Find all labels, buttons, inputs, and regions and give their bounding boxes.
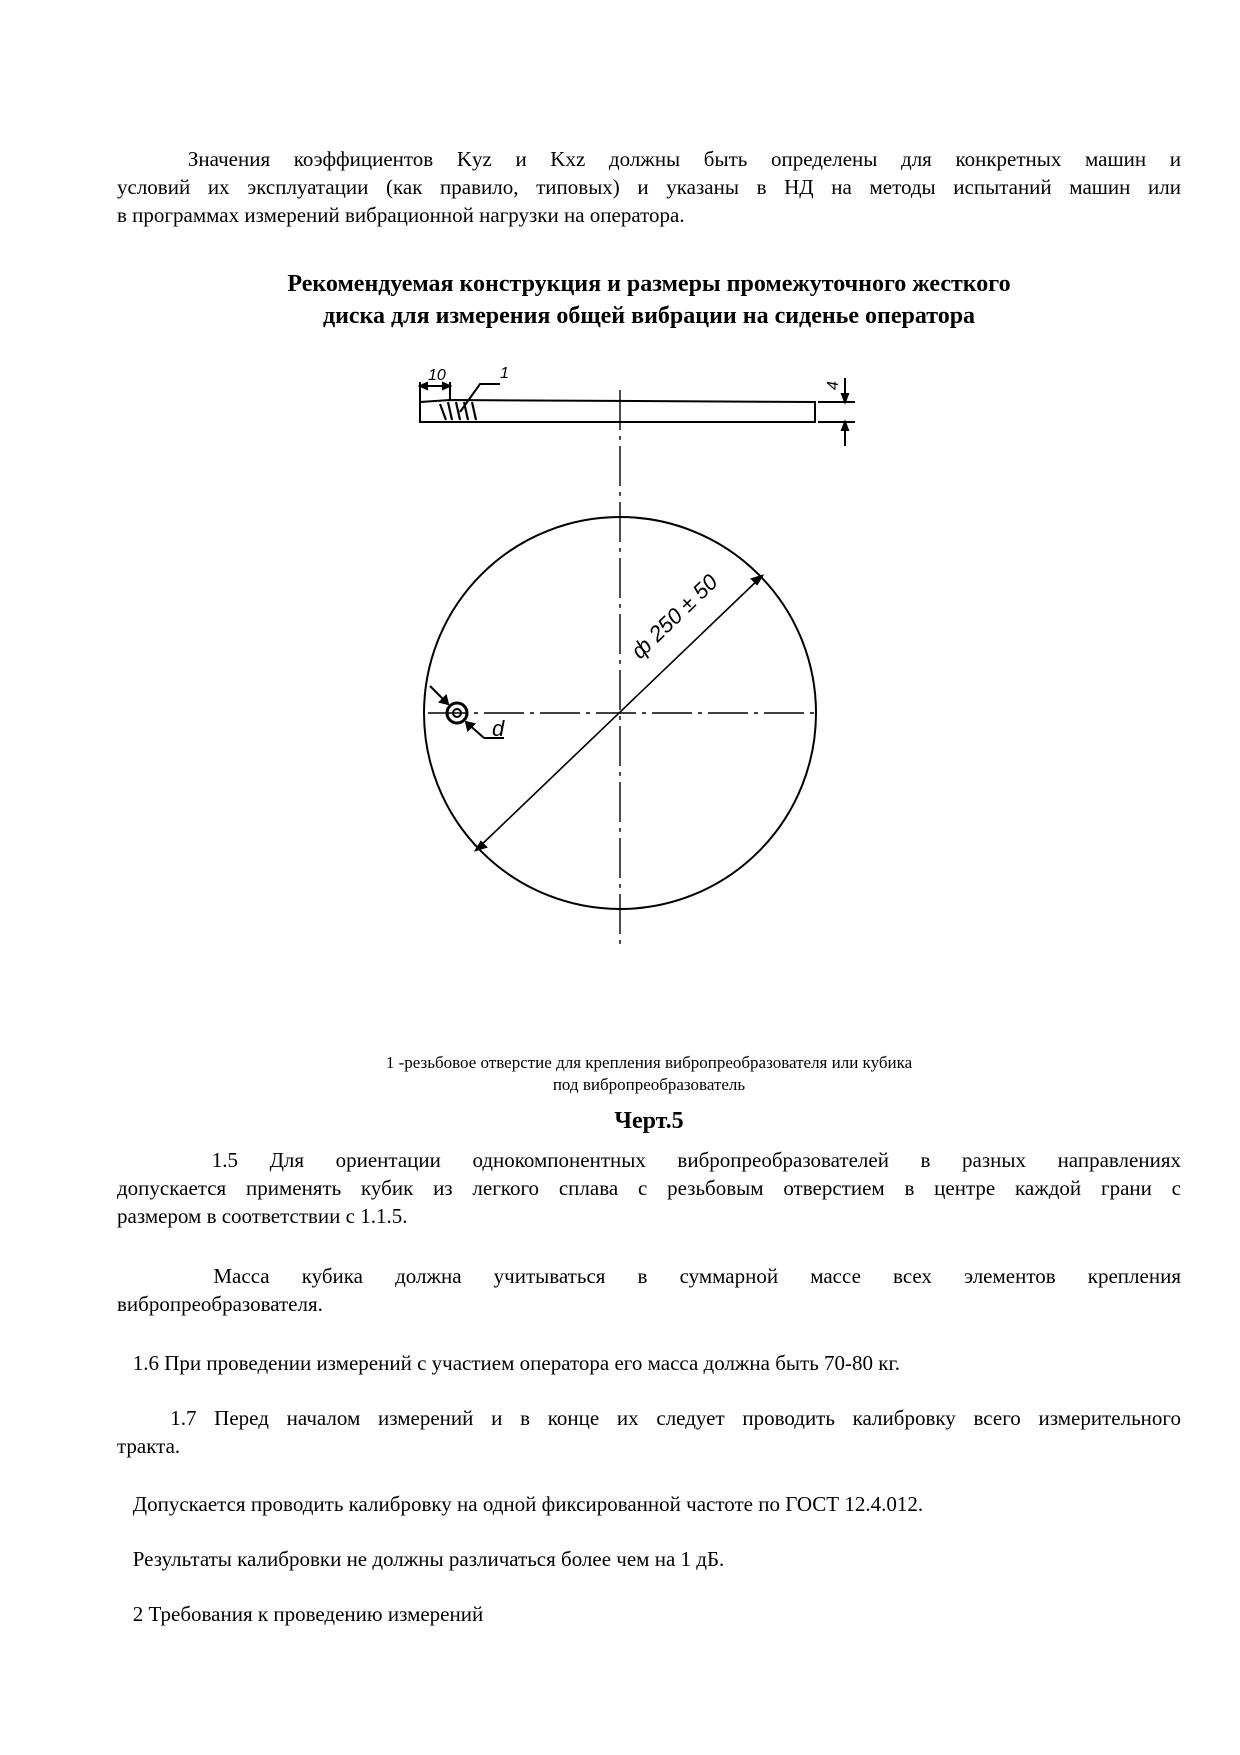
caption-line-1: 1 -резьбовое отверстие для крепления вибропреобразователя или кубика xyxy=(385,1053,913,1072)
paragraph-calibration-frequency xyxy=(117,1490,1181,1518)
section-heading xyxy=(117,268,1181,332)
text-line: Результаты калибровки не должны различаться более чем на 1 дБ. xyxy=(117,1547,725,1571)
text-line: Допускается проводить калибровку на одной фиксированной частоте по ГОСТ 12.4.012. xyxy=(117,1492,924,1516)
text-line: в программах измерений вибрационной нагрузки на оператора. xyxy=(117,203,685,227)
figure-caption xyxy=(117,1052,1181,1096)
paragraph-1-5 xyxy=(117,1146,1181,1230)
paragraph-coefficients xyxy=(117,145,1181,229)
disk-drawing xyxy=(400,360,920,980)
callout-label-1: 1 xyxy=(500,365,509,382)
caption-line-2: под вибропреобразователь xyxy=(552,1075,746,1094)
diameter-label: ф 250 ± 50 xyxy=(626,569,723,664)
hole-label-d: d xyxy=(492,716,505,741)
dim-label-4: 4 xyxy=(825,381,842,390)
dim-label-10: 10 xyxy=(428,367,446,384)
text-line: допускается применять кубик из легкого сплава с резьбовым отверстием в центре каждой грани с xyxy=(117,1176,1181,1200)
text-line: условий их эксплуатации (как правило, типовых) и указаны в НД на методы испытаний машин или xyxy=(117,175,1181,199)
text-line: 2 Требования к проведению измерений xyxy=(117,1602,484,1626)
disk-side-view xyxy=(420,400,815,422)
figure-label: Черт.5 xyxy=(614,1108,684,1134)
paragraph-cube-mass xyxy=(117,1262,1181,1318)
paragraph-calibration-results xyxy=(117,1545,1181,1573)
text-line: 1.5 Для ориентации однокомпонентных вибропреобразователей в разных направлениях xyxy=(117,1148,1181,1172)
threaded-hole-hatch xyxy=(440,402,476,420)
paragraph-1-7 xyxy=(117,1404,1181,1460)
text-line: Масса кубика должна учитываться в суммарной массе всех элементов крепления xyxy=(117,1264,1181,1288)
text-line: 1.6 При проведении измерений с участием оператора его масса должна быть 70-80 кг. xyxy=(117,1351,900,1375)
text-line: тракта. xyxy=(117,1434,181,1458)
section-2-heading xyxy=(117,1600,1181,1628)
text-line: вибропреобразователя. xyxy=(117,1292,323,1316)
text-line: размером в соответствии с 1.1.5. xyxy=(117,1204,408,1228)
text-line: Значения коэффициентов Kyz и Kxz должны быть определены для конкретных машин и xyxy=(117,147,1181,171)
paragraph-1-6 xyxy=(117,1349,1181,1377)
heading-line-2: диска для измерения общей вибрации на сиденье оператора xyxy=(322,303,976,329)
heading-line-1: Рекомендуемая конструкция и размеры промежуточного жесткого xyxy=(287,271,1011,297)
text-line: 1.7 Перед началом измерений и в конце их следует проводить калибровку всего измерительного xyxy=(117,1406,1181,1430)
